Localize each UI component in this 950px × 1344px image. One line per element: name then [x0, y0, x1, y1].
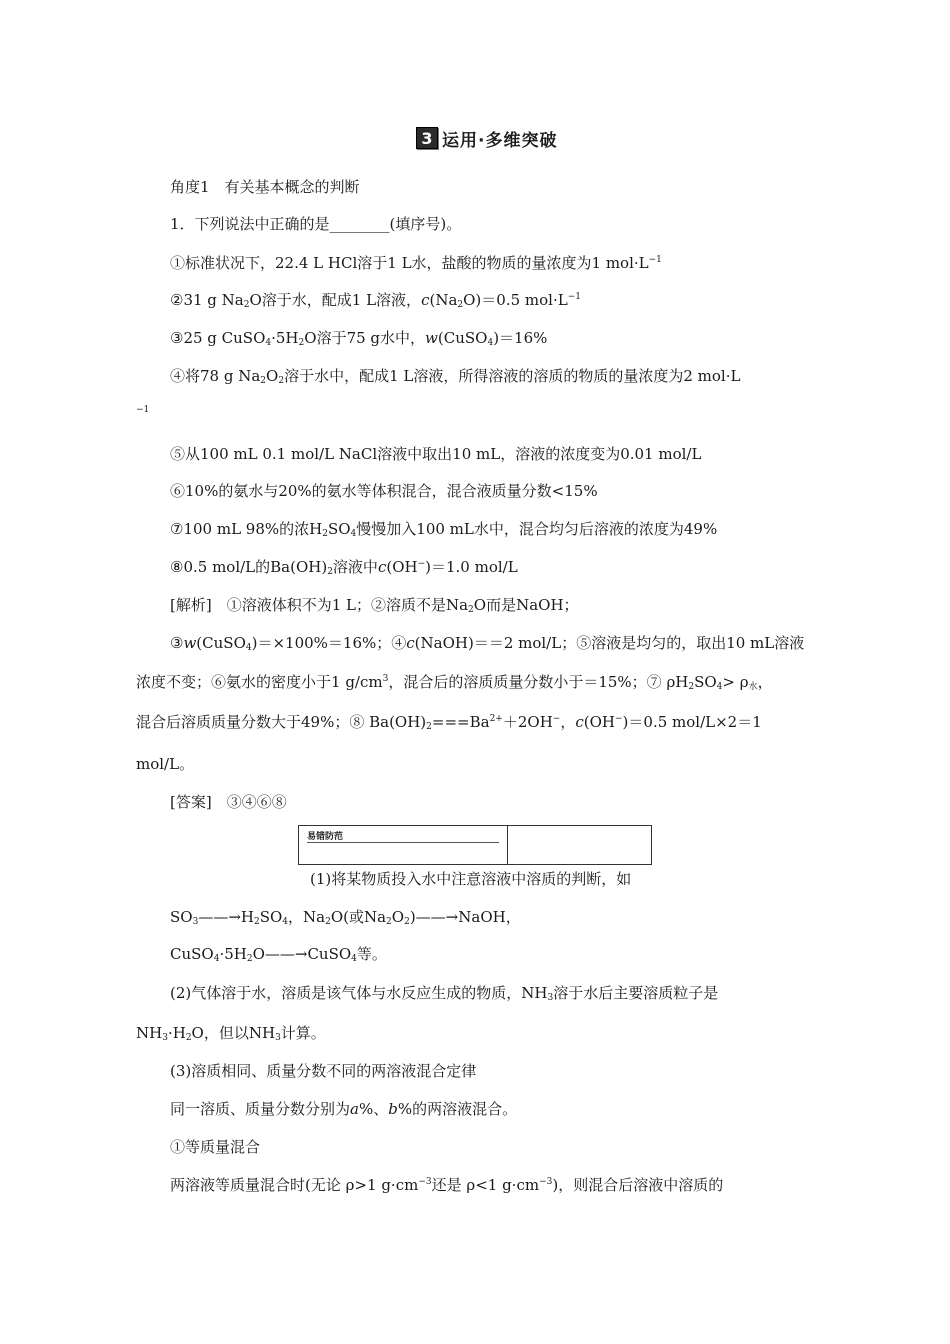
option-1: ①标准状况下，22.4 L HCl溶于1 L水，盐酸的物质的量浓度为1 $mol\cdot L^{-1}$	[170, 254, 662, 272]
option-7: ⑦100 mL 98%的浓$H_2SO_4$慢慢加入100 mL水中，混合均匀后溶液的浓度为49%	[170, 520, 718, 539]
option-6: ⑥10%的氨水与20%的氨水等体积混合，混合液质量分数<15%	[170, 482, 598, 500]
section-number-badge: 3	[416, 127, 438, 149]
section-title: 运用·多维突破	[442, 130, 558, 151]
tip-box	[298, 825, 652, 865]
tip-para-1-example-a: $SO_3——\to H_2SO_4$，$Na_2O$(或$Na_2O_2)——\to NaOH$，	[170, 908, 521, 927]
option-3: ③25 g $CuSO_4\cdot 5H_2O$溶于75 g水中，w(CuSO$_4$)＝16%	[170, 329, 548, 348]
section-header	[416, 126, 557, 150]
analysis-line-4: 混合后溶质质量分数大于49%；⑧ $Ba(OH)_2===Ba^{2+}+2OH^-$，c(OH−)＝0.5 mol/L×2＝1	[136, 713, 762, 732]
option-5: ⑤从100 mL 0.1 mol/L NaCl溶液中取出10 mL，溶液的浓度变为0.01 mol/L	[170, 445, 702, 463]
tip-label: 易错防范	[307, 832, 344, 842]
analysis-line-1: [解析] ①溶液体积不为1 L；②溶质不是$Na_2O$而是NaOH；	[170, 596, 579, 615]
option-2: ②31 g $Na_2O$溶于水，配成1 L溶液，$c(Na_2O)=0.5$ $mol\cdot L^{-1}$	[170, 291, 581, 310]
answer-line: [答案] ③④⑥⑧	[170, 793, 287, 811]
tip-para-3-desc: 同一溶质、质量分数分别为a%、b%的两溶液混合。	[170, 1100, 518, 1118]
analysis-line-3: 浓度不变；⑥氨水的密度小于1 $g/cm^3$，混合后的溶质质量分数小于＝15%；⑦ $\rho H_2SO_4> \rho_水$，	[136, 673, 773, 692]
tip-equal-mass-heading: ①等质量混合	[170, 1138, 261, 1156]
tip-para-2: (2)气体溶于水，溶质是该气体与水反应生成的物质，$NH_3$溶于水后主要溶质粒子是	[170, 984, 719, 1003]
tip-box-divider	[507, 826, 508, 864]
option-4: ④将78 g $Na_2O_2$溶于水中，配成1 L溶液，所得溶液的溶质的物质的量浓度为2 mol·L	[170, 367, 741, 386]
tip-para-1: (1)将某物质投入水中注意溶液中溶质的判断，如	[310, 870, 632, 888]
tip-para-1-example-b: $CuSO_4\cdot 5H_2O——\to CuSO_4$等。	[170, 945, 387, 964]
tip-underline	[307, 842, 499, 843]
analysis-line-5: mol/L。	[136, 755, 195, 773]
option-4-wrap: −1	[136, 405, 150, 415]
option-8: ⑧0.5 mol/L的$Ba(OH)_2$溶液中c(OH−)＝1.0 mol/L	[170, 558, 518, 577]
analysis-line-2: ③w(CuSO$_4$)＝×100%＝16%；④c(NaOH)＝＝2 mol/L；⑤溶液是均匀的，取出10 mL溶液	[170, 634, 805, 653]
tip-para-3: (3)溶质相同、质量分数不同的两溶液混合定律	[170, 1062, 477, 1080]
angle-heading: 角度1 有关基本概念的判断	[170, 178, 360, 196]
question-stem: 1．下列说法中正确的是________(填序号)。	[170, 215, 462, 233]
tip-equal-mass-text: 两溶液等质量混合时(无论 ρ>1 $g\cdot cm^{-3}$还是 ρ<1 $g\cdot cm^{-3}$)，则混合后溶液中溶质的	[170, 1176, 724, 1194]
tip-para-2-cont: $NH_3\cdot H_2O$，但以$NH_3$计算。	[136, 1024, 326, 1043]
